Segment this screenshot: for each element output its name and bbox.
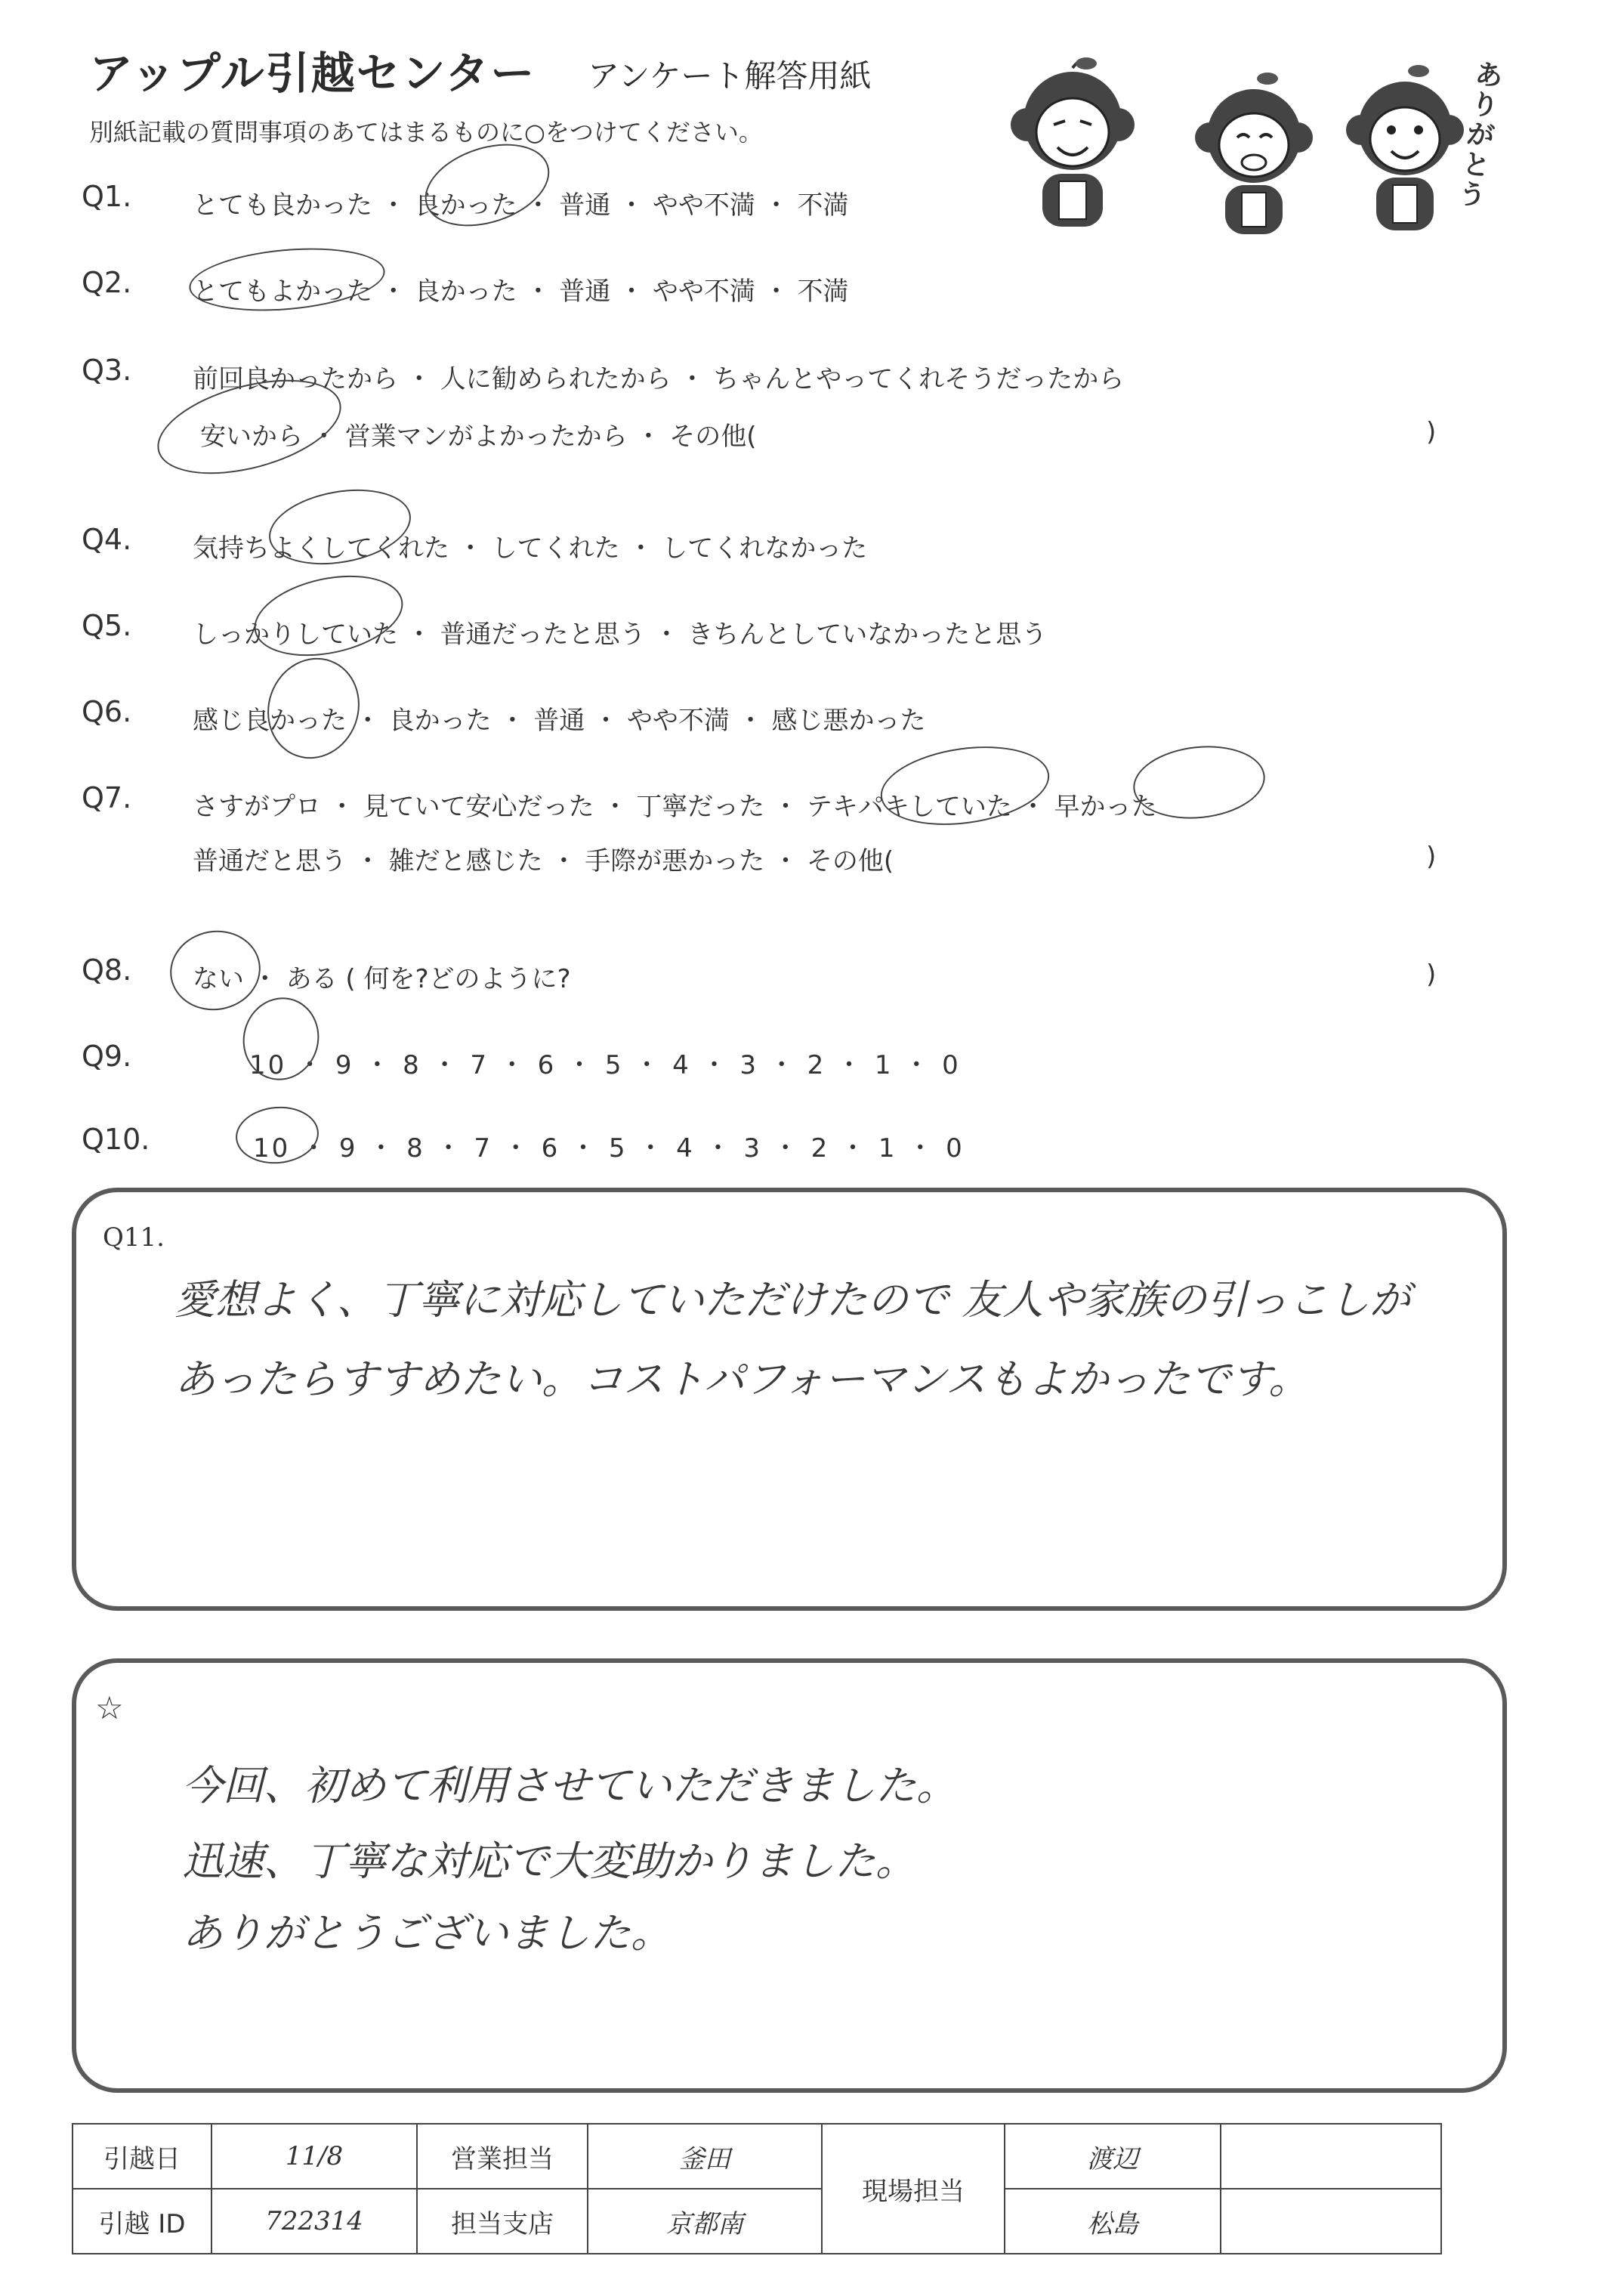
q4-options: 気持ちよくしてくれた ・ してくれた ・ してくれなかった <box>193 533 868 564</box>
move-id-label: 引越 ID <box>73 2189 211 2254</box>
q3-label: Q3. <box>82 354 132 387</box>
site-label: 現場担当 <box>822 2124 1005 2254</box>
branch-value: 京都南 <box>588 2189 822 2254</box>
comment-line3: ありがとうございました。 <box>182 1909 672 1957</box>
q5-options: しっかりしていた ・ 普通だったと思う ・ きちんとしていなかったと思う <box>193 620 1048 650</box>
q7-options-line1: さすがプロ ・ 見ていて安心だった ・ 丁寧だった ・ テキパキしていた ・ 早かった <box>193 792 1157 822</box>
thanks-caption: ありがとう <box>1456 58 1505 213</box>
sales-label: 営業担当 <box>417 2124 588 2189</box>
q8-label: Q8. <box>82 953 132 987</box>
q11-answer-line2: あったらすすめたい。コストパフォーマンスもよかったです。 <box>174 1355 1310 1403</box>
comment-box <box>72 1658 1507 2093</box>
q6-options: 感じ良かった ・ 良かった ・ 普通 ・ やや不満 ・ 感じ悪かった <box>193 706 926 736</box>
q9-options: 10 ・ 9 ・ 8 ・ 7 ・ 6 ・ 5 ・ 4 ・ 3 ・ 2 ・ 1 ・ 0 <box>249 1050 961 1080</box>
q2-label: Q2. <box>82 266 132 299</box>
company-title: アップル引越センター <box>89 48 536 99</box>
branch-label: 担当支店 <box>417 2189 588 2254</box>
q6-label: Q6. <box>82 695 132 728</box>
site-extra-2 <box>1221 2189 1441 2254</box>
q3-close-paren: ) <box>1426 417 1437 447</box>
site-extra-1 <box>1221 2124 1441 2189</box>
q7-label: Q7. <box>82 781 132 814</box>
q10-options: 10 ・ 9 ・ 8 ・ 7 ・ 6 ・ 5 ・ 4 ・ 3 ・ 2 ・ 1 ・ 0 <box>253 1133 965 1163</box>
q3-options-line2: 安いから ・ 営業マンがよかったから ・ その他( <box>200 422 757 452</box>
instruction-text: 別紙記載の質問事項のあてはまるものに○をつけてください。 <box>89 118 763 147</box>
move-date-label: 引越日 <box>73 2124 211 2189</box>
answer-circle <box>247 563 410 668</box>
sales-value: 釜田 <box>588 2124 822 2189</box>
star-icon: ☆ <box>95 1689 124 1726</box>
site-value-1: 渡辺 <box>1005 2124 1221 2189</box>
q9-label: Q9. <box>82 1040 132 1073</box>
move-date-value: 11/8 <box>211 2124 417 2189</box>
q4-label: Q4. <box>82 523 132 556</box>
q8-close-paren: ) <box>1426 960 1437 990</box>
q5-label: Q5. <box>82 609 132 642</box>
q11-answer-line1: 愛想よく、丁寧に対応していただけたので 友人や家族の引っこしが <box>174 1276 1411 1324</box>
comment-line2: 迅速、丁寧な対応で大変助かりました。 <box>182 1837 916 1885</box>
q1-label: Q1. <box>82 180 132 213</box>
q8-options: ない ・ ある ( 何を?どのように? <box>193 964 571 994</box>
q7-close-paren: ) <box>1426 842 1437 872</box>
site-value-2: 松島 <box>1005 2189 1221 2254</box>
form-title: アンケート解答用紙 <box>588 57 872 94</box>
q10-label: Q10. <box>82 1123 150 1156</box>
q11-box <box>72 1188 1507 1611</box>
answer-circle <box>254 645 374 772</box>
answer-circle <box>164 923 267 1017</box>
move-id-value: 722314 <box>211 2189 417 2254</box>
monkey-mascot-icon <box>997 53 1148 249</box>
q11-label: Q11. <box>103 1222 165 1253</box>
q1-options: とても良かった ・ 良かった ・ 普通 ・ やや不満 ・ 不満 <box>193 190 849 221</box>
comment-line1: 今回、初めて利用させていただきました。 <box>182 1762 957 1809</box>
q7-options-line2: 普通だと思う ・ 雑だと感じた ・ 手際が悪かった ・ その他( <box>193 846 894 876</box>
q3-options-line1: 前回良かったから ・ 人に勧められたから ・ ちゃんとやってくれそうだったから <box>193 364 1125 394</box>
monkey-mascot-icon <box>1178 68 1329 249</box>
footer-table <box>72 2123 1442 2254</box>
q2-options: とてもよかった ・ 良かった ・ 普通 ・ やや不満 ・ 不満 <box>193 277 849 307</box>
